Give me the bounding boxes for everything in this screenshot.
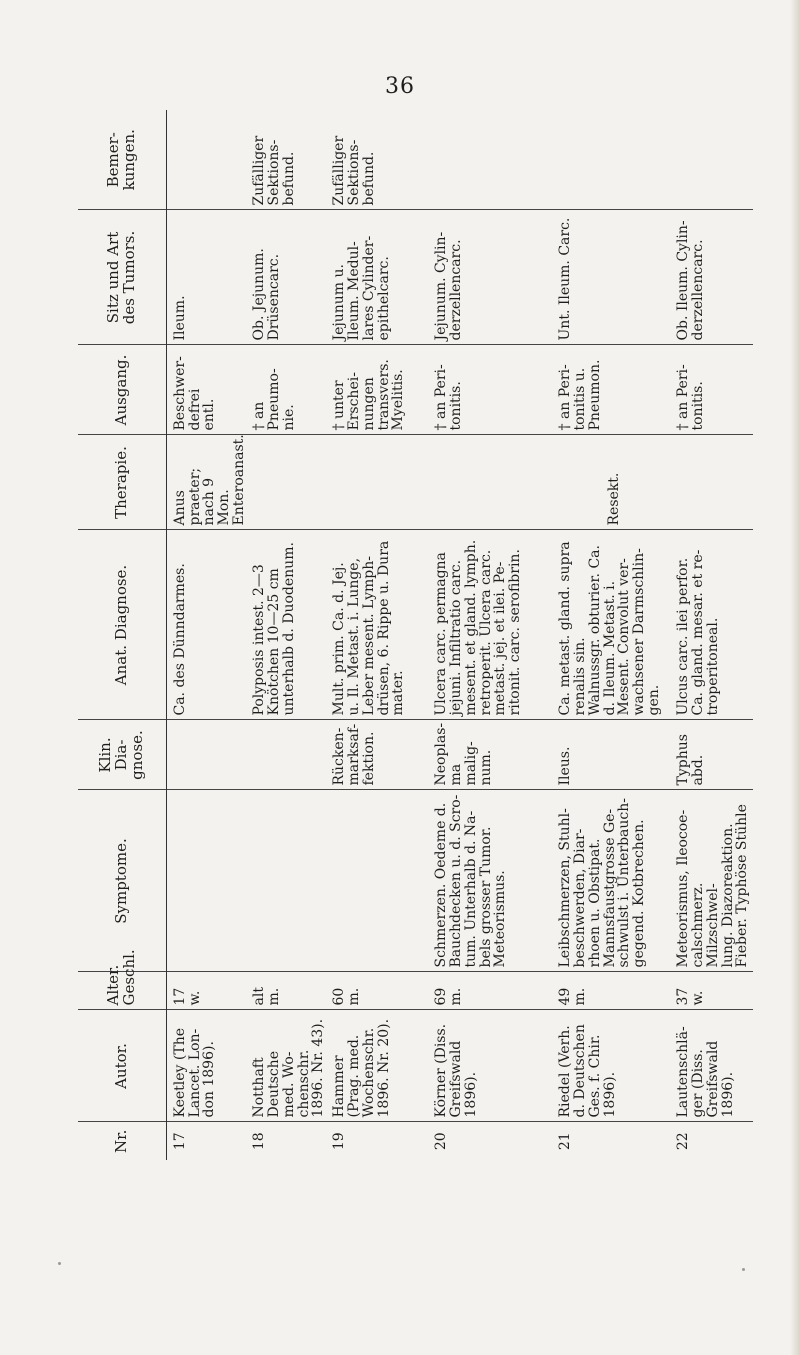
cell-bemerkungen: Zufälliger Sektions- befund. — [249, 110, 329, 210]
cell-nr: 18 — [251, 1132, 268, 1151]
cell-bemerkungen — [673, 110, 752, 210]
table-row — [167, 110, 250, 1160]
cell-alter: 17 w. — [167, 972, 250, 1010]
col-bemerkungen: Bemer- kungen. — [78, 110, 167, 210]
cell-autor: Riedel (Verh. d. Deutschen Ges. f. Chir. 1896). — [555, 1010, 673, 1122]
cell-autor: Lautenschlä- ger (Diss. Greifswald 1896). — [673, 1010, 752, 1122]
page-edge-shadow — [790, 0, 800, 1355]
cell-klin-diagnose: Neoplas- ma malig- num. — [431, 720, 555, 790]
case-table — [78, 110, 753, 1160]
cell-symptome — [249, 790, 329, 972]
table-row — [431, 110, 555, 1160]
cell-alter: alt m. — [249, 972, 329, 1010]
cell-symptome: Meteorismus, Ileocoe- calschmerz. Milzschwel- lung. Diazoreaktion. Fieber. Typhöse Stühle — [673, 790, 752, 972]
cell-alter: 37 w. — [673, 972, 752, 1010]
cell-ausgang: † an Pneumo- nie. — [249, 345, 329, 435]
cell-alter: 49 m. — [555, 972, 673, 1010]
cell-alter: 69 m. — [431, 972, 555, 1010]
cell-autor: Körner (Diss. Greifswald 1896). — [431, 1010, 555, 1122]
col-autor: Autor. — [78, 1010, 167, 1122]
cell-klin-diagnose: Rücken- marksaf- fektion. — [329, 720, 431, 790]
cell-anat-diagnose: Mult. prim. Ca. d. Jej. u. Il. Metast. i. Lunge, Leber mesent. Lymph- drüsen, 6. Rippe u. Dura mater. — [329, 530, 431, 720]
table-row — [555, 110, 673, 1160]
cell-therapie: Anus praeter; nach 9 Mon. Enteroanast. — [167, 435, 250, 530]
cell-ausgang: Beschwer- defrei entl. — [167, 345, 250, 435]
col-sitz: Sitz und Art des Tumors. — [78, 210, 167, 345]
cell-nr: 17 — [172, 1132, 188, 1151]
cell-autor: Notthaft Deutsche med. Wo- chenschr. 1896. Nr. 43). — [249, 1010, 329, 1122]
cell-klin-diagnose — [249, 720, 329, 790]
cell-sitz: Jejunum u. Ileum. Medul- lares Cylinder- epithelcarc. — [329, 210, 431, 345]
table-row — [249, 110, 329, 1160]
col-symptome: Symptome. — [78, 790, 167, 972]
cell-bemerkungen — [555, 110, 673, 210]
cell-autor: Keetley (The Lancet. Lon- don 1896). — [167, 1010, 250, 1122]
cell-autor: Hammer (Prag. med. Wochenschr. 1896. Nr. 20). — [329, 1010, 431, 1122]
col-anat-diagnose: Anat. Diagnose. — [78, 530, 167, 720]
cell-bemerkungen: Zufälliger Sektions- befund. — [329, 110, 431, 210]
col-ausgang: Ausgang. — [78, 345, 167, 435]
rotated-table-wrapper — [78, 110, 751, 1160]
cell-bemerkungen — [431, 110, 555, 210]
table-row — [329, 110, 431, 1160]
cell-sitz: Ob. Ileum. Cylin- derzellencarc. — [673, 210, 752, 345]
col-alter: Alter. Geschl. — [78, 972, 167, 1010]
cell-therapie — [329, 435, 431, 530]
cell-nr: 20 — [433, 1132, 450, 1151]
cell-sitz: Unt. Ileum. Carc. — [555, 210, 673, 345]
cell-ausgang: † an Peri- tonitis. — [431, 345, 555, 435]
cell-anat-diagnose: Ca. metast. gland. supra renalis sin. Walnussgr. obturier. Ca. d. Ileum. Metast. i. Mesent. Convolut ver- wachsener Darmschlin- gen. — [555, 530, 673, 720]
cell-ausgang: † an Peri- tonitis. — [673, 345, 752, 435]
cell-sitz: Jejunum. Cylin- derzellencarc. — [431, 210, 555, 345]
cell-symptome — [167, 790, 250, 972]
paper-speck — [742, 1268, 745, 1271]
cell-nr: 21 — [557, 1132, 574, 1151]
cell-therapie — [431, 435, 555, 530]
header-row — [78, 110, 167, 1160]
cell-nr: 22 — [675, 1132, 692, 1151]
cell-anat-diagnose: Polyposis intest. 2—3 Knötchen 10—25 cm unterhalb d. Duodenum. — [249, 530, 329, 720]
cell-nr: 19 — [331, 1132, 348, 1151]
table-row — [673, 110, 752, 1160]
paper-speck — [58, 1262, 61, 1265]
cell-ausgang: † an Peri- tonitis u. Pneumon. — [555, 345, 673, 435]
cell-anat-diagnose: Ulcus carc. ilei perfor. Ca. gland. mesar. et re- troperitoneal. — [673, 530, 752, 720]
cell-therapie — [673, 435, 752, 530]
cell-symptome: Leibschmerzen, Stuhl- beschwerden, Diar- rhoen u. Obstipat. Mannsfaustgrosse Ge- schwulst i. Unterbauch- gegend. Kotbrechen. — [555, 790, 673, 972]
cell-alter: 60 m. — [329, 972, 431, 1010]
cell-klin-diagnose: Typhus abd. — [673, 720, 752, 790]
cell-klin-diagnose: Ileus. — [555, 720, 673, 790]
cell-anat-diagnose: Ulcera carc. permagna jejuni. Infiltratio carc. mesent. et gland. lymph. retroperit. Ulcera carc. metast. jej. et ilei. Pe- ritonit. carc. serofibrin. — [431, 530, 555, 720]
col-nr: Nr. — [78, 1122, 167, 1160]
cell-therapie — [249, 435, 329, 530]
cell-bemerkungen — [167, 110, 250, 210]
col-klin-diagnose: Klin. Dia- gnose. — [78, 720, 167, 790]
col-therapie: Therapie. — [78, 435, 167, 530]
cell-symptome — [329, 790, 431, 972]
cell-ausgang: † unter Erschei- nungen transvers. Myelitis. — [329, 345, 431, 435]
cell-anat-diagnose: Ca. des Dünndarmes. — [167, 530, 250, 720]
cell-symptome: Schmerzen. Oedeme d. Bauchdecken u. d. Scro- tum. Unterhalb d. Na- bels grosser Tumor. Meteorismus. — [431, 790, 555, 972]
cell-sitz: Ob. Jejunum. Drüsencarc. — [249, 210, 329, 345]
cell-klin-diagnose — [167, 720, 250, 790]
cell-sitz: Ileum. — [167, 210, 250, 345]
cell-therapie: Resekt. — [555, 435, 673, 530]
page-number: 36 — [385, 74, 415, 99]
